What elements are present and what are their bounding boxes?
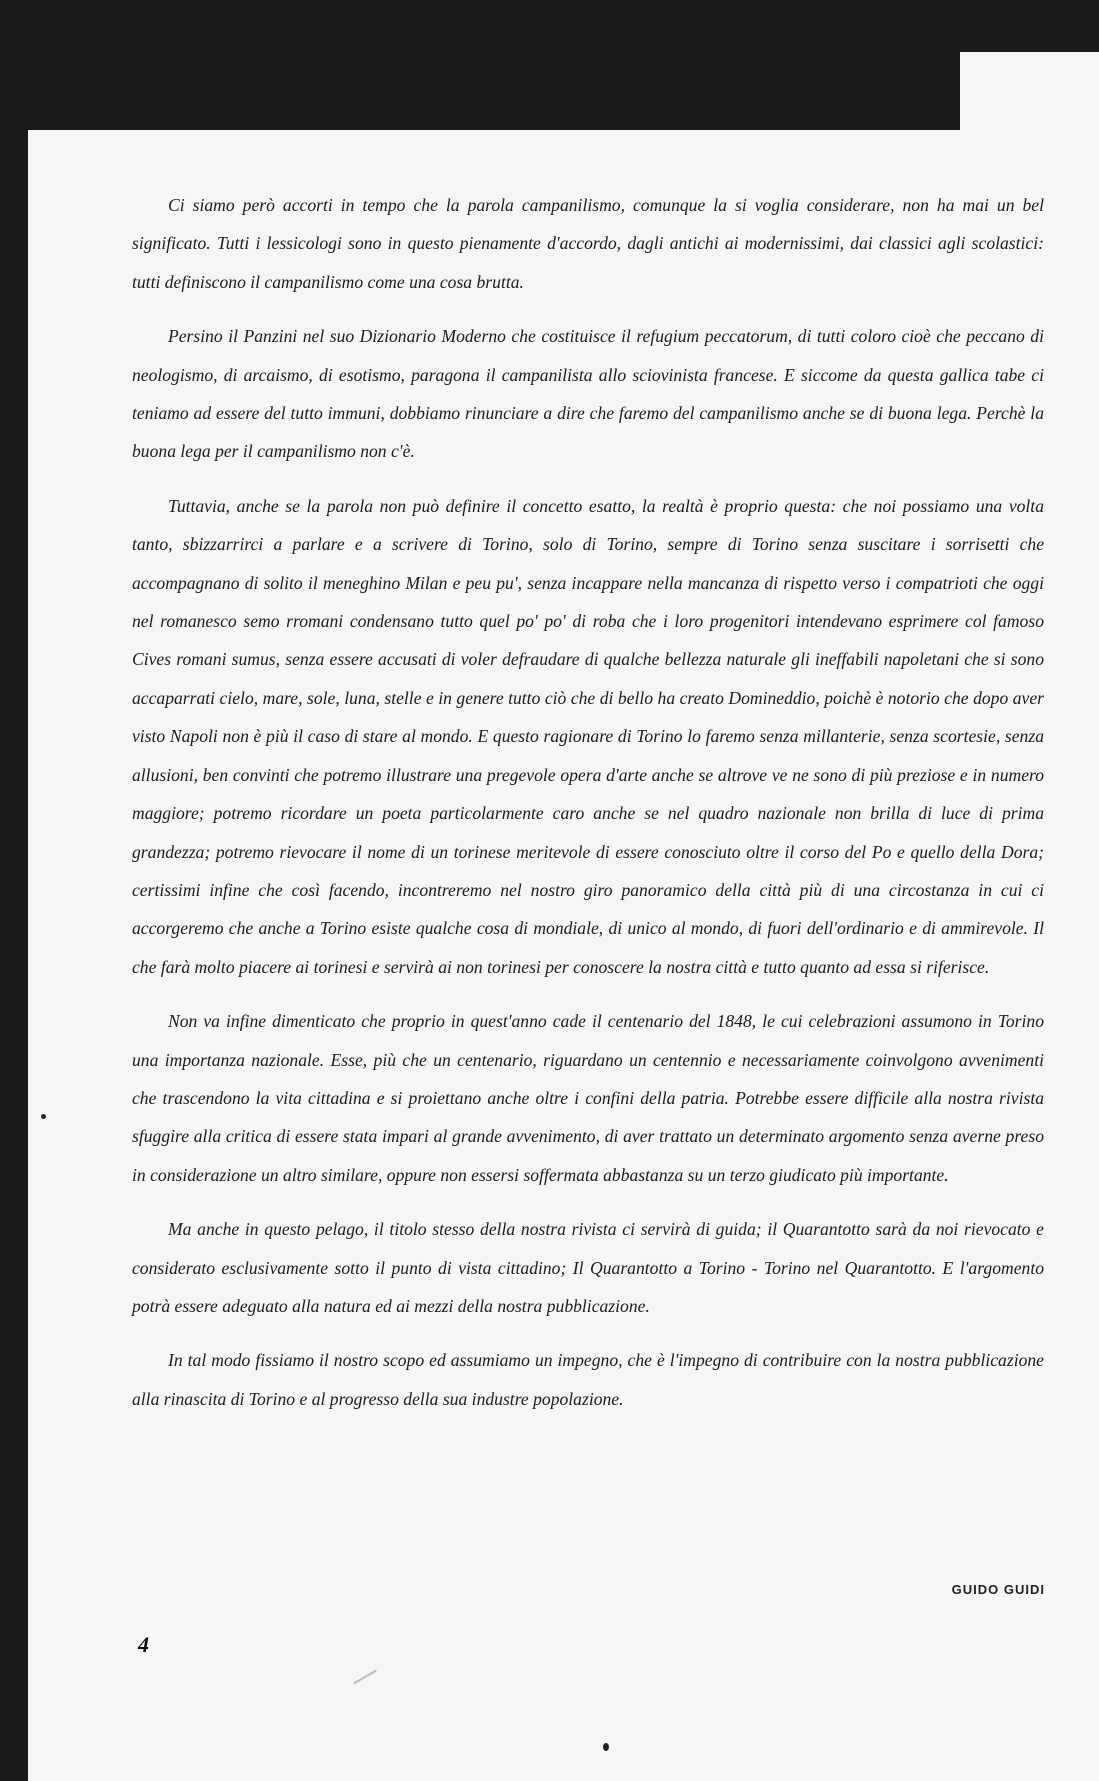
page-number: 4 xyxy=(138,1632,149,1657)
article-body xyxy=(132,186,1044,1434)
scan-speck xyxy=(41,1114,46,1119)
paragraph: Tuttavia, anche se la parola non può definire il concetto esatto, la realtà è proprio questa: che noi possiamo una volta tanto, sbizzarrirci a parlare e a scrivere di Torino, solo di Torino, sempre di Torino senza suscitare i sorrisetti che accompagnano di solito il meneghino Milan e peu pu', senza incappare nella mancanza di rispetto verso i compatrioti che oggi nel romanesco semo rromani condensano tutto quel po' po' di roba che i loro progenitori intendevano esprimere col famoso Cives romani sumus, senza essere accusati di voler defraudare di qualche bellezza naturale gli ineffabili napoletani che si sono accaparrati cielo, mare, sole, luna, stelle e in genere tutto ciò che di bello ha creato Domineddio, poichè è notorio che dopo aver visto Napoli non è più il caso di stare al mondo. E questo ragionare di Torino lo faremo senza millanterie, senza scortesie, senza allusioni, ben convinti che potremo illustrare una pregevole opera d'arte anche se altrove ve ne sono di più preziose e in numero maggiore; potremo ricordare un poeta particolarmente caro anche se nel quadro nazionale non brilla di luce di prima grandezza; potremo rievocare il nome di un torinese meritevole di essere conosciuto oltre il corso del Po e quello della Dora; certissimi infine che così facendo, incontreremo nel nostro giro panoramico della città più di una circostanza in cui ci accorgeremo che anche a Torino esiste qualche cosa di mondiale, di unico al mondo, di fuori dell'ordinario e di ammirevole. Il che farà molto piacere ai torinesi e servirà ai non torinesi per conoscere la nostra città e tutto quanto ad essa si riferisce. xyxy=(132,495,1044,977)
author-signature: GUIDO GUIDI xyxy=(951,1582,1045,1597)
scan-dark-band-overlay xyxy=(0,52,960,130)
scan-top-border xyxy=(0,0,1099,52)
paragraph: In tal modo fissiamo il nostro scopo ed assumiamo un impegno, che è l'impegno di contribuire con la nostra pubblicazione alla rinascita di Torino e al progresso della sua industre popolazione. xyxy=(132,1350,1044,1409)
paragraph: Ci siamo però accorti in tempo che la parola campanilismo, comunque la si voglia considerare, non ha mai un bel significato. Tutti i lessicologi sono in questo pienamente d'accordo, dagli antichi ai modernissimi, dai classici agli scolastici: tutti definiscono il campanilismo come una cosa brutta. xyxy=(132,195,1044,292)
scan-left-border xyxy=(0,52,28,1781)
paragraph: Non va infine dimenticato che proprio in quest'anno cade il centenario del 1848, le cui celebrazioni assumono in Torino una importanza nazionale. Esse, più che un centenario, riguardano un centennio e necessariamente coinvolgono avvenimenti che trascendono la vita cittadina e si proiettano anche oltre i confini della patria. Potrebbe essere difficile alla nostra rivista sfuggire alla critica di essere stata impari al grande avvenimento, di aver trattato un determinato argomento senza averne preso in considerazione un altro similare, oppure non essersi soffermata abbastanza su un terzo giudicato più importante. xyxy=(132,1011,1044,1185)
paragraph: Persino il Panzini nel suo Dizionario Moderno che costituisce il refugium peccatorum, di tutti coloro cioè che peccano di neologismo, di arcaismo, di esotismo, paragona il campanilista allo sciovinista francese. E siccome da questa gallica tabe ci teniamo ad essere del tutto immuni, dobbiamo rinunciare a dire che faremo del campanilismo anche se di buona lega. Perchè la buona lega per il campanilismo non c'è. xyxy=(132,326,1044,462)
paragraph: Ma anche in questo pelago, il titolo stesso della nostra rivista ci servirà di guida; il Quarantotto sarà da noi rievocato e considerato esclusivamente sotto il punto di vista cittadino; Il Quarantotto a Torino - Torino nel Quarantotto. E l'argomento potrà essere adeguato alla natura ed ai mezzi della nostra pubblicazione. xyxy=(132,1219,1044,1316)
scan-speck xyxy=(603,1743,609,1751)
